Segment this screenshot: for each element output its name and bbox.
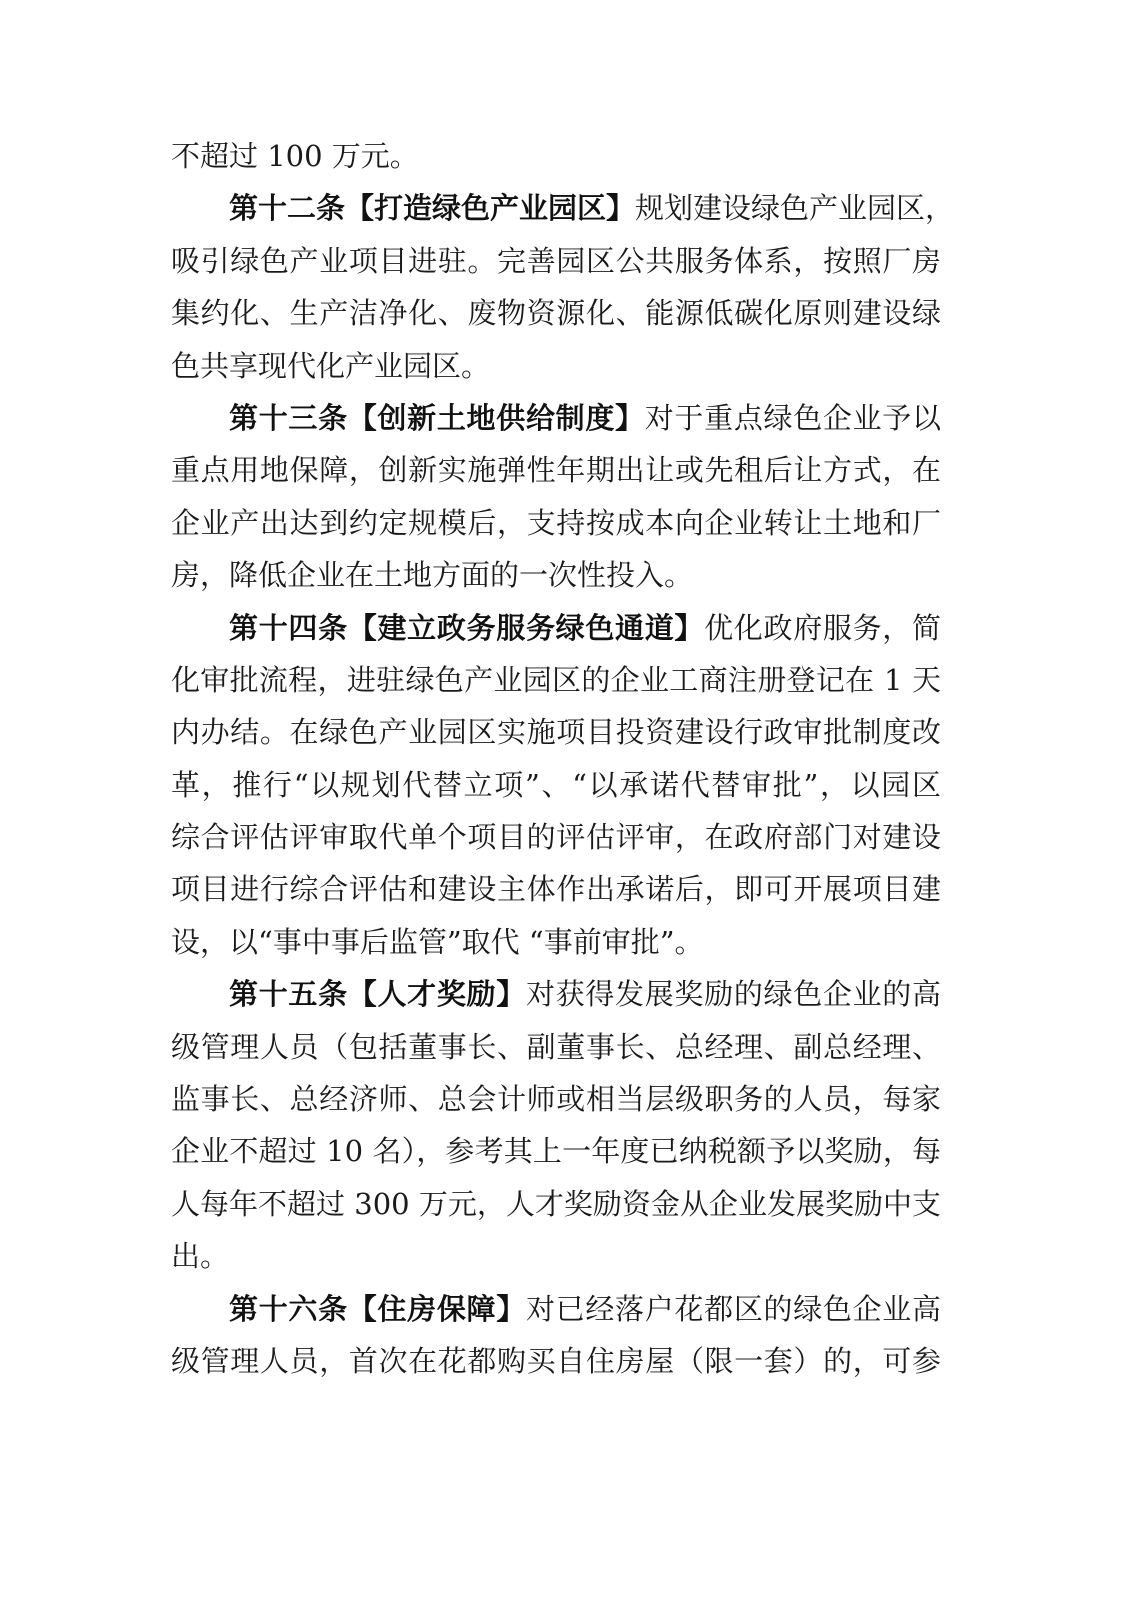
body-text-line: [171, 706, 941, 758]
line-text: 对获得发展奖励的绿色企业的高: [525, 977, 941, 1012]
body-text-line: [171, 1230, 941, 1282]
line-text: 设，以“事中事后监管”取代 “事前审批”。: [171, 924, 704, 959]
body-text-line: [171, 1021, 941, 1073]
article-heading: 第十五条【人才奖励】: [229, 977, 526, 1012]
article-heading: 第十三条【创新土地供给制度】: [229, 400, 645, 435]
body-text-line: [171, 1073, 941, 1125]
article-first-line: [171, 602, 941, 654]
article-first-line: [171, 392, 941, 444]
body-text-line: [171, 811, 941, 863]
line-text: 重点用地保障，创新实施弹性年期出让或先租后让方式，在: [171, 453, 941, 488]
line-text: 级管理人员（包括董事长、副董事长、总经理、副总经理、: [171, 1029, 941, 1064]
article-heading: 第十四条【建立政务服务绿色通道】: [229, 610, 705, 645]
line-text: 房，降低企业在土地方面的一次性投入。: [171, 558, 694, 593]
line-text: 企业不超过 10 名），参考其上一年度已纳税额予以奖励，每: [171, 1134, 941, 1169]
line-text: 人每年不超过 300 万元，人才奖励资金从企业发展奖励中支: [171, 1186, 941, 1221]
body-text-line: [171, 549, 941, 601]
body-text-line: [171, 497, 941, 549]
body-text-line: [171, 654, 941, 706]
line-text: 项目进行综合评估和建设主体作出承诺后，即可开展项目建: [171, 872, 941, 907]
line-text: 综合评估评审取代单个项目的评估评审，在政府部门对建设: [171, 820, 941, 855]
body-text-line: [171, 759, 941, 811]
line-text: 色共享现代化产业园区。: [171, 348, 491, 383]
body-text-line: [171, 1335, 941, 1387]
document-page: [171, 130, 955, 1387]
body-text-line: [171, 130, 941, 182]
body-text-line: [171, 340, 941, 392]
line-text: 企业产出达到约定规模后，支持按成本向企业转让土地和厂: [171, 505, 941, 540]
body-text-line: [171, 444, 941, 496]
body-text-line: [171, 1125, 941, 1177]
body-text-line: [171, 235, 941, 287]
body-text-line: [171, 1178, 941, 1230]
line-text: 内办结。在绿色产业园区实施项目投资建设行政审批制度改: [171, 715, 941, 750]
body-text-line: [171, 863, 941, 915]
line-text: 革，推行“以规划代替立项”、“以承诺代替审批”，以园区: [171, 767, 941, 802]
article-first-line: [171, 1283, 941, 1335]
body-text-line: [171, 287, 941, 339]
article-heading: 第十二条【打造绿色产业园区】: [229, 191, 636, 226]
article-first-line: [171, 182, 955, 234]
line-text: 优化政府服务，简: [704, 610, 941, 645]
line-text: 出。: [171, 1239, 230, 1274]
line-text: 吸引绿色产业项目进驻。完善园区公共服务体系，按照厂房: [171, 243, 941, 278]
line-text: 监事长、总经济师、总会计师或相当层级职务的人员，每家: [171, 1082, 941, 1117]
body-text-line: [171, 916, 941, 968]
article-first-line: [171, 968, 941, 1020]
article-heading: 第十六条【住房保障】: [229, 1291, 526, 1326]
line-text: 规划建设绿色产业园区，: [635, 191, 955, 226]
line-text: 对已经落户花都区的绿色企业高: [525, 1291, 941, 1326]
line-text: 集约化、生产洁净化、废物资源化、能源低碳化原则建设绿: [171, 296, 941, 331]
line-text: 对于重点绿色企业予以: [644, 400, 941, 435]
line-text: 不超过 100 万元。: [171, 139, 419, 173]
line-text: 化审批流程，进驻绿色产业园区的企业工商注册登记在 1 天: [171, 662, 941, 697]
line-text: 级管理人员，首次在花都购买自住房屋（限一套）的，可参: [171, 1343, 941, 1378]
